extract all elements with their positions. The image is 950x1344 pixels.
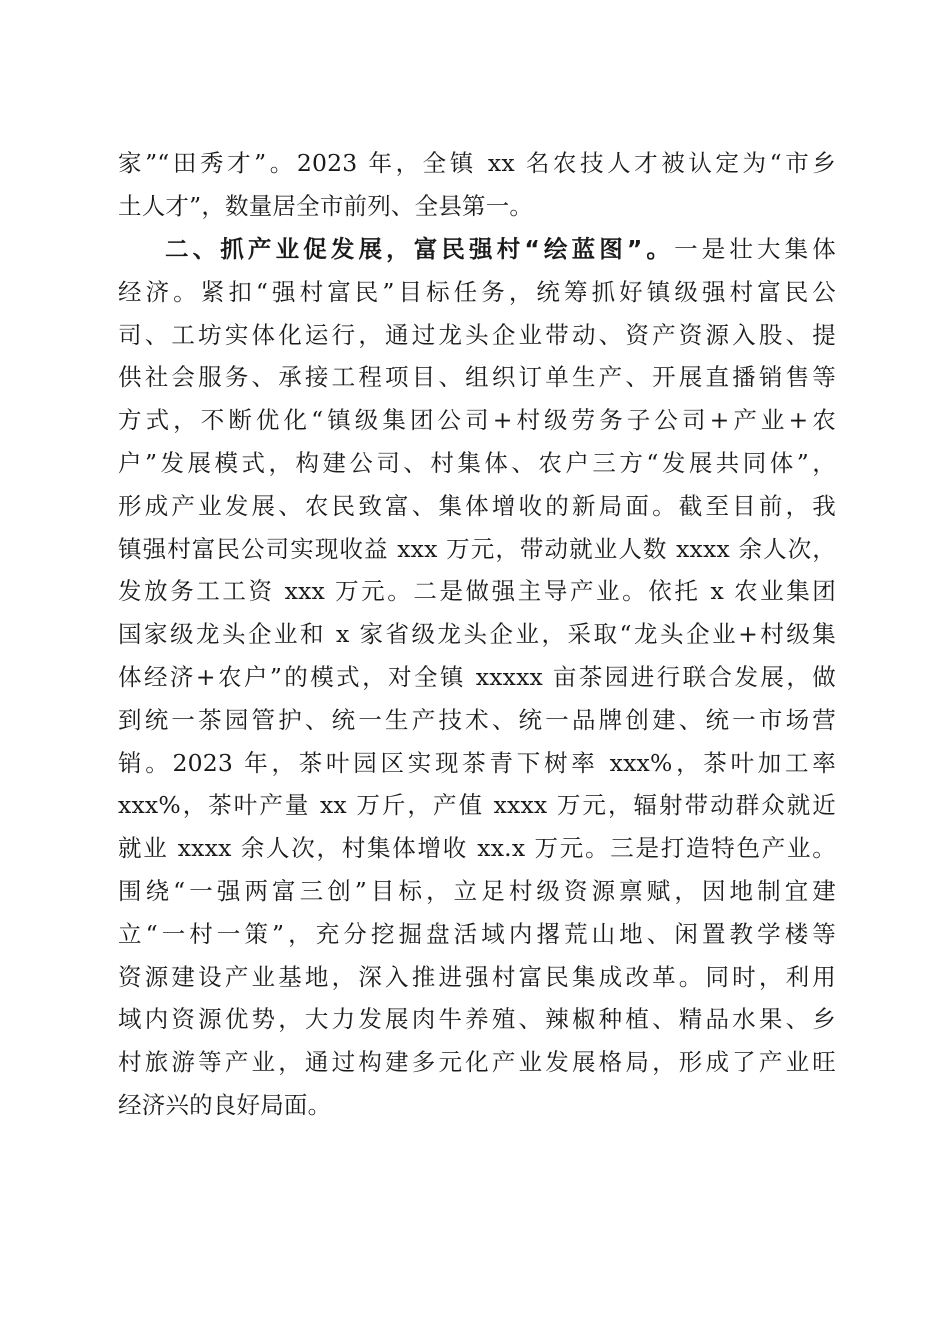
text-line: 户”发展模式，构建公司、村集体、农户三方“发展共同体”， — [118, 448, 836, 477]
text-line: 形成产业发展、农民致富、集体增收的新局面。截至目前，我 — [118, 491, 836, 520]
text-line: 就业 xxxx 余人次，村集体增收 xx.x 万元。三是打造特色产业。 — [118, 834, 836, 863]
text-line: 围绕“一强两富三创”目标，立足村级资源禀赋，因地制宜建 — [118, 876, 836, 905]
text-line: 国家级龙头企业和 x 家省级龙头企业，采取“龙头企业+村级集 — [118, 620, 836, 649]
text-line: 域内资源优势，大力发展肉牛养殖、辣椒种植、精品水果、乡 — [118, 1005, 836, 1034]
text-line: 供社会服务、承接工程项目、组织订单生产、开展直播销售等 — [118, 363, 836, 392]
text-line: 方式，不断优化“镇级集团公司+村级劳务子公司+产业+农 — [118, 406, 836, 435]
text-line: 销。2023 年，茶叶园区实现茶青下树率 xxx%，茶叶加工率 — [118, 748, 836, 777]
text-line: 资源建设产业基地，深入推进强村富民集成改革。同时，利用 — [118, 962, 836, 991]
text-run: 一是壮大集体 — [674, 235, 836, 263]
text-line: 土人才”，数量居全市前列、全县第一。 — [118, 191, 534, 220]
text-line: 司、工坊实体化运行，通过龙头企业带动、资产资源入股、提 — [118, 320, 836, 349]
text-line: 镇强村富民公司实现收益 xxx 万元，带动就业人数 xxxx 余人次， — [118, 534, 836, 563]
text-line: xxx%，茶叶产量 xx 万斤，产值 xxxx 万元，辐射带动群众就近 — [118, 791, 836, 820]
text-line: 到统一茶园管护、统一生产技术、统一品牌创建、统一市场营 — [118, 705, 836, 734]
text-line: 体经济+农户”的模式，对全镇 xxxxx 亩茶园进行联合发展，做 — [118, 662, 836, 691]
text-line: 发放务工工资 xxx 万元。二是做强主导产业。依托 x 农业集团 — [118, 577, 836, 606]
paragraph-first-line — [118, 228, 836, 271]
paragraph-talent — [118, 142, 836, 228]
section-heading: 二、抓产业促发展，富民强村“绘蓝图”。 — [165, 235, 675, 263]
text-line: 家”“田秀才”。2023 年，全镇 xx 名农技人才被认定为“市乡 — [118, 149, 836, 177]
text-line: 经济。紧扣“强村富民”目标任务，统筹抓好镇级强村富民公 — [118, 277, 836, 306]
text-line: 立“一村一策”，充分挖掘盘活域内撂荒山地、闲置教学楼等 — [118, 919, 836, 948]
paragraph-industry — [118, 228, 836, 1127]
text-line: 村旅游等产业，通过构建多元化产业发展格局，形成了产业旺 — [118, 1048, 836, 1077]
text-line: 经济兴的良好局面。 — [118, 1090, 332, 1119]
